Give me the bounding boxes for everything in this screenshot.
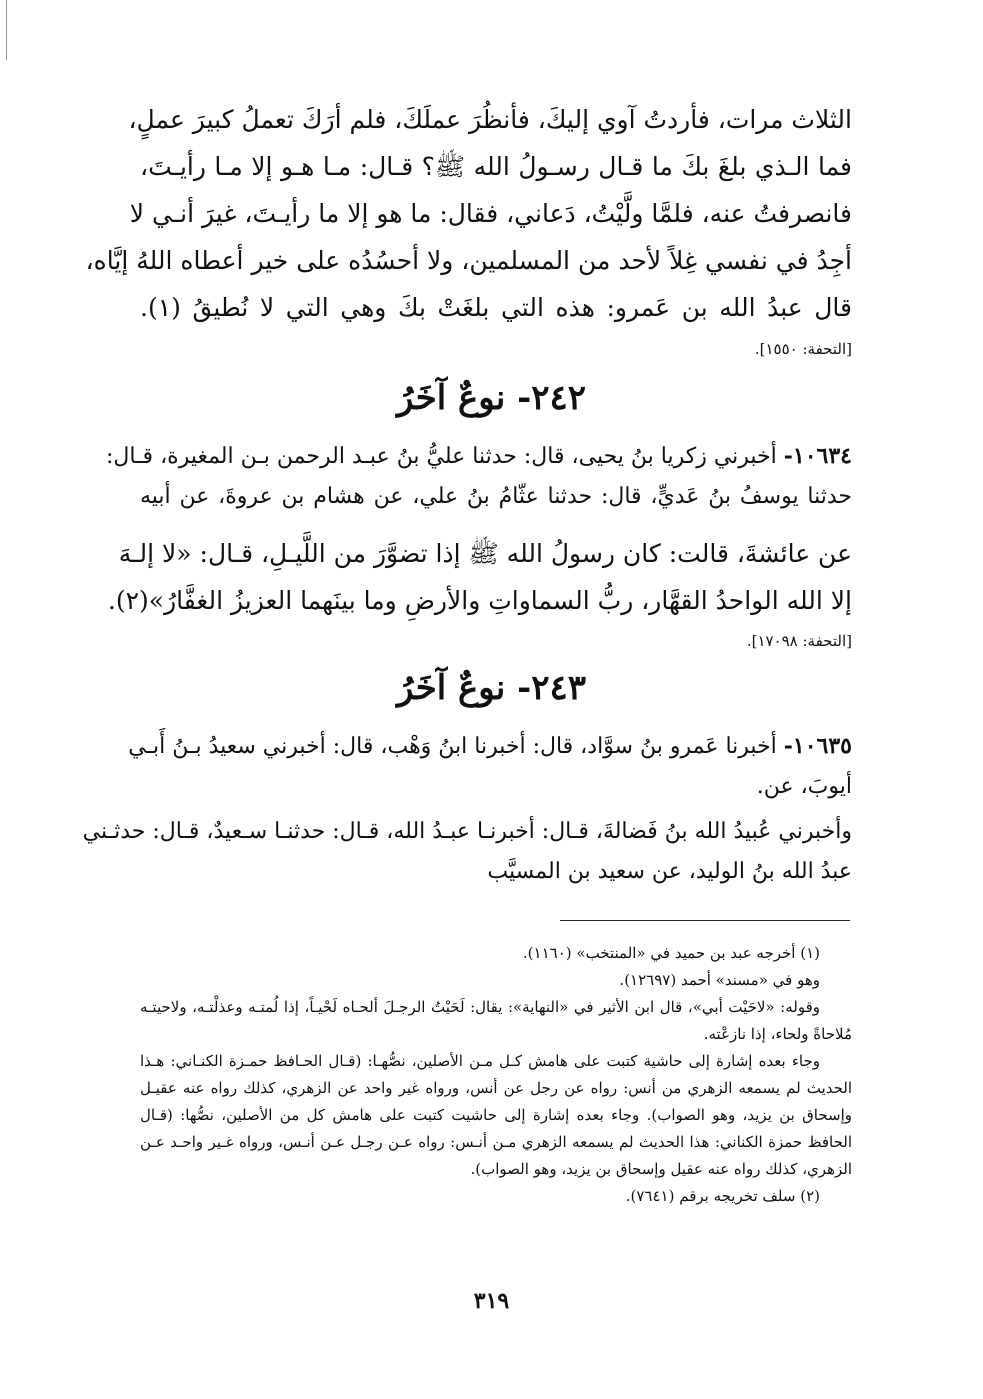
text-line: فما الـذي بلغَ بكَ ما قـال رسـولُ الله ﷺ؟ قـال: مـا هـو إلا مـا رأيـتَ، [140,152,852,181]
hadith-number: ١٠٦٣٤- [783,443,852,469]
text-line: ١٠٦٣٥- أخبرنا عَمرو بنُ سوَّاد، قال: أخبرنا ابنُ وَهْب، قال: أخبرني سعيدُ بـنُ أَبـي [128,733,852,759]
hadith-isnad [106,436,853,517]
text-line: الثلاث مرات، فأردتُ آوي إليكَ، فأنظُرَ عملَكَ، فلم أرَكَ تعملُ كبيرَ عملٍ، [128,105,852,134]
footnotes [140,940,852,1210]
footnote-line: وهو في «مسند» أحمد (١٢٦٩٧). [619,971,820,989]
hadith-isnad-alt [82,812,852,892]
text-line: فانصرفتُ عنه، فلمَّا ولَّيْتُ، دَعاني، فقال: ما هو إلا ما رأيـتَ، غيرَ أنـي لا [129,199,852,228]
footnote-line: (١) أخرجه عبد بن حميد في «المنتخب» (١١٦٠). [522,944,820,962]
section-heading: ٢٤٢- نوعٌ آخَرُ [396,378,587,418]
text-line: حدثنا يوسفُ بنُ عَديٍّ، قال: حدثنا عثّامُ بنُ علي، عن هشام بن عروةَ، عن أبيه [140,484,853,509]
text-line: وأخبرني عُبيدُ الله بنُ فَضالةَ، قـال: أخبرنـا عبـدُ الله، قـال: حدثنـا سـعيدٌ، قـال: حدثـني [82,819,852,844]
text-line: عبدُ الله بنُ الوليد، عن سعيد بن المسيَّب [487,859,852,884]
tuhfa-reference: [التحفة: ١٥٥٠]. [754,340,852,358]
footnote-line: الحديث لم يسمعه الزهري من أنس: رواه عن رجل عن أنس، ورواه غير واحد عن الزهري، كذلك رواه عنه عقيـل [140,1079,852,1097]
top-paragraph [85,96,852,331]
text-line: إلا الله الواحدُ القهَّار، ربُّ السماواتِ والأرضِ وما بينَهما العزيزُ الغفَّارُ»(٢). [107,586,852,615]
section-heading: ٢٤٣- نوعٌ آخَرُ [396,668,587,708]
footnote-line: وإسحاق بن يزيد، وهو الصواب). وجاء بعده إشارة إلى حاشيت كتبت على هامش كل من الأصلين، نصُّها: (قـال [140,1106,852,1124]
hadith-matn [107,530,852,624]
footnote-line: وقوله: «لاحَيْت أبي»، قال ابن الأثير في «النهاية»: يقال: لَحَيْتُ الرجـلَ ألحـاه لَحْيـاً، إذا لُمتـه وعذلْتـه، ولاحيتـه [140,998,820,1016]
tuhfa-reference: [التحفة: ١٧٠٩٨]. [746,632,852,650]
page-number: ٣١٩ [473,1288,510,1314]
text-line: أيوبَ، عن. [756,774,852,799]
text-line: أجِدُ في نفسي غِلاً لأحد من المسلمين، ولا أحسُدُه على خير أعطاه اللهُ إيَّاه، [85,246,852,275]
footnote-line: الحافظ حمزة الكناني: هذا الحديث لم يسمعه الزهري مـن أنـس: رواه عـن رجـل عـن أنـس، ورواه غـير واحـد عـن [140,1133,852,1151]
footnote-line: مُلاحاةً ولحاء، إذا نازعْته. [703,1025,852,1043]
text-line: قال عبدُ الله بن عَمرو: هذه التي بلغَتْ بكَ وهي التي لا نُطيقُ (١). [140,293,852,322]
margin-rule [6,0,7,60]
hadith-number: ١٠٦٣٥- [783,733,852,759]
text-line: ١٠٦٣٤- أخبرني زكريا بنُ يحيى، قال: حدثنا عليُّ بنُ عبـد الرحمن بـن المغيرة، قـال: [106,443,852,469]
hadith-isnad [128,726,852,807]
footnote-separator [560,920,850,921]
footnote-line: وجاء بعده إشارة إلى حاشية كتبت على هامش كـل مـن الأصلين، نصُّهـا: (قـال الحـافظ حمـزة الكنـاني: هـذا [140,1052,820,1070]
footnote-line: (٢) سلف تخريجه برقم (٧٦٤١). [625,1187,820,1205]
footnote-line: الزهري، كذلك رواه عنه عقيل وإسحاق بن يزيد، وهو الصواب). [470,1160,852,1178]
text-line: عن عائشةَ، قالت: كان رسولُ الله ﷺ إذا تضوَّرَ من اللَّيـلِ، قـال: «لا إلـهَ [118,539,852,568]
